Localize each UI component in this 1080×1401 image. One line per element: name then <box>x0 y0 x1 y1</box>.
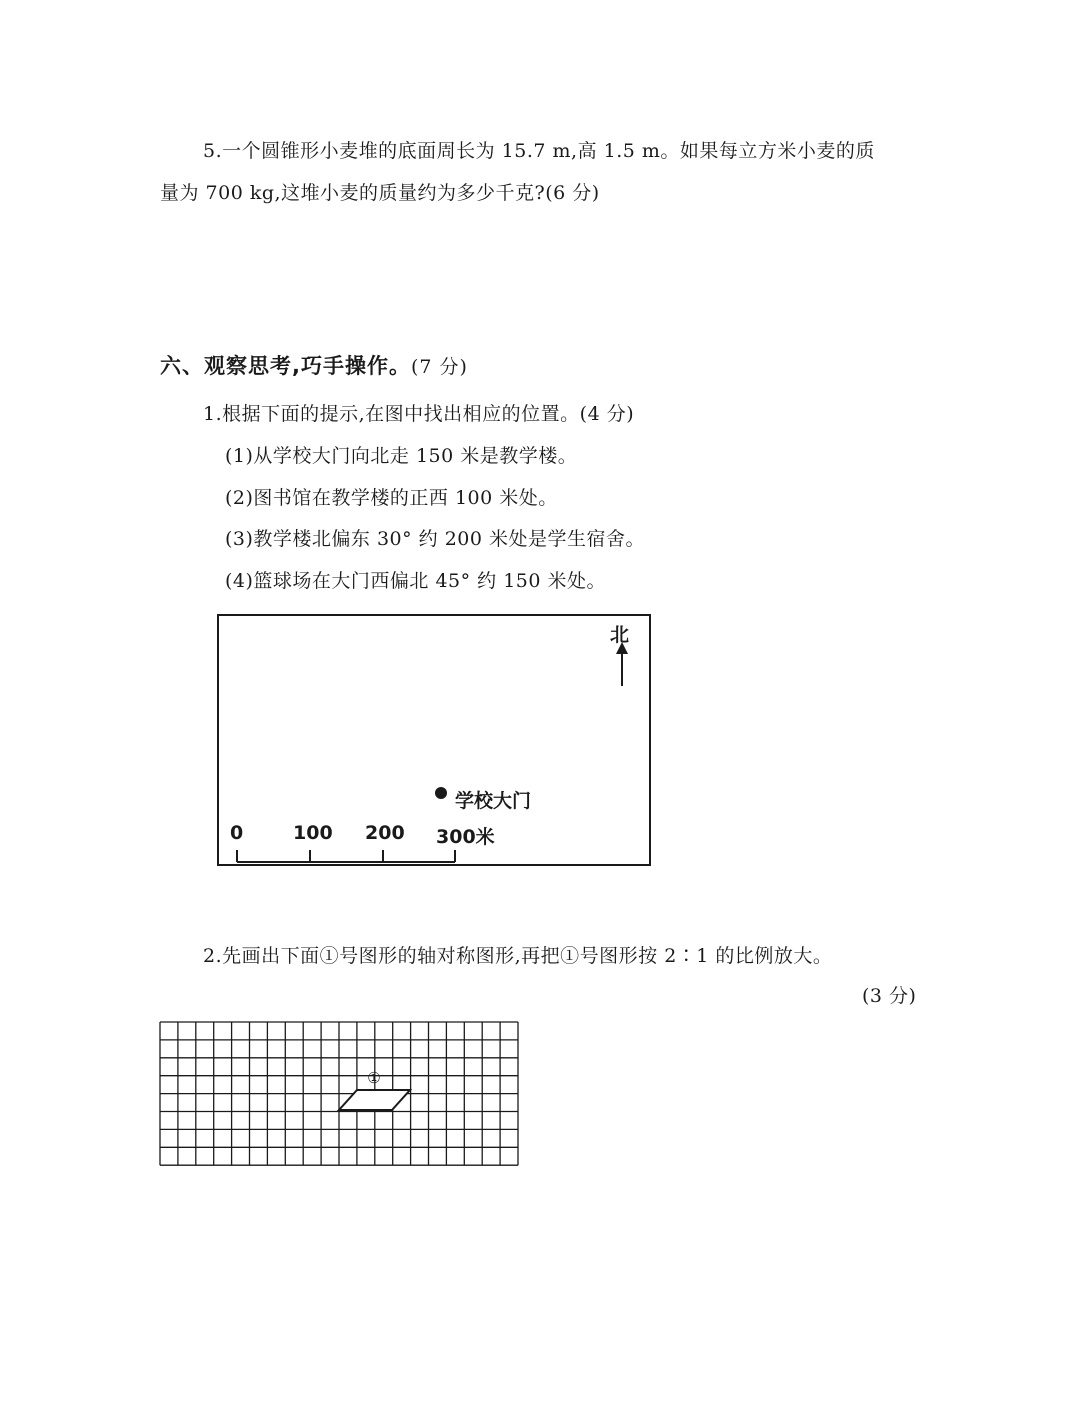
section-6-title: 六、观察思考,巧手操作。 <box>160 354 411 378</box>
q5-line-1: 5.一个圆锥形小麦堆的底面周长为 15.7 m,高 1.5 m。如果每立方米小麦的质 <box>203 140 875 162</box>
scale-label-300: 300米 <box>436 826 495 848</box>
shape-1-label: ① <box>367 1069 381 1087</box>
q2-points: (3 分) <box>862 985 917 1007</box>
q1-hint-4: (4)篮球场在大门西偏北 45° 约 150 米处。 <box>225 570 607 592</box>
square-grid <box>159 1021 519 1167</box>
section-6-heading <box>160 350 468 380</box>
scale-label-200: 200 <box>365 822 405 844</box>
q2-prompt: 2.先画出下面①号图形的轴对称图形,再把①号图形按 2∶1 的比例放大。 <box>203 945 833 967</box>
north-label: 北 <box>610 624 630 646</box>
scale-label-0: 0 <box>230 822 244 844</box>
q1-prompt: 1.根据下面的提示,在图中找出相应的位置。(4 分) <box>203 403 635 425</box>
section-6-points: (7 分) <box>410 356 468 378</box>
school-gate-dot <box>435 787 447 799</box>
q1-hint-3: (3)教学楼北偏东 30° 约 200 米处是学生宿舍。 <box>225 528 646 550</box>
scale-label-100: 100 <box>293 822 333 844</box>
grid-lines <box>160 1022 518 1165</box>
q1-hint-1: (1)从学校大门向北走 150 米是教学楼。 <box>225 445 578 467</box>
school-map <box>217 614 651 866</box>
school-gate-label: 学校大门 <box>455 790 532 812</box>
q5-line-2: 量为 700 kg,这堆小麦的质量约为多少千克?(6 分) <box>160 182 600 204</box>
q1-hint-2: (2)图书馆在教学楼的正西 100 米处。 <box>225 487 558 509</box>
school-map-drawing <box>219 616 649 864</box>
